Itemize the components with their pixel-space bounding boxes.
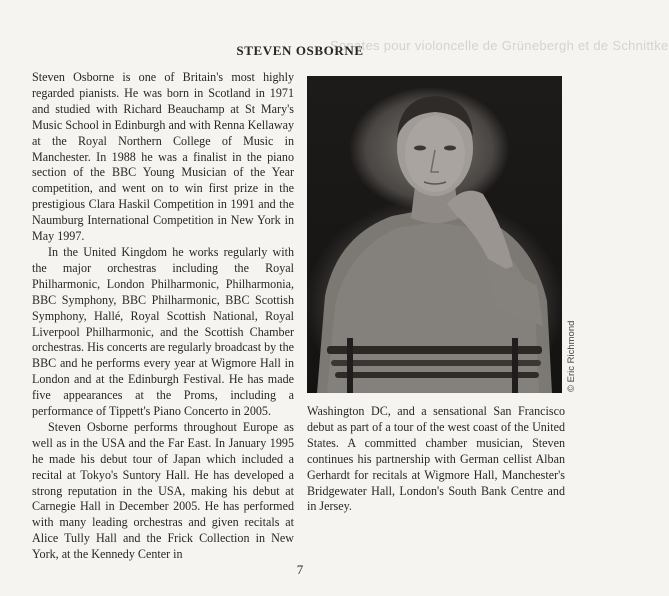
- right-column: [307, 404, 565, 515]
- left-column: [32, 70, 294, 563]
- portrait-photo: [307, 76, 562, 393]
- page-number: 7: [296, 562, 304, 577]
- page-title: STEVEN OSBORNE: [236, 43, 364, 58]
- biography-paragraph-2: In the United Kingdom he works regularly with the major orchestras including the Royal Philharmonic, London Philharmonic, Philharmonia, BBC Symphony, BBC Philharmonic, BBC Scottish Symphony, Hallé, Royal Scottish National, Royal Liverpool Philharmonic, and the Scottish Chamber orchestras. His concerts are regularly broadcast by the BBC and he performs every year at Wigmore Hall in London and at the Edinburgh Festival. He has made five appearances at the Proms, including a performance of Tippett's Piano Concerto in 2005.: [32, 244, 294, 419]
- photo-credit: © Eric Richmond: [566, 320, 577, 392]
- biography-paragraph-continued: Washington DC, and a sensational San Francisco debut as part of a tour of the west coast of the United States. A committed chamber musician, Steven continues his partnership with German cellist Alban Gerhardt for recitals at Wigmore Hall, Manchester's Bridgewater Hall, London's South Bank Centre and in Jersey.: [307, 404, 565, 514]
- biography-paragraph-1: Steven Osborne is one of Britain's most highly regarded pianists. He was born in Scotland in 1971 and studied with Richard Beauchamp at St Mary's Music School in Edinburgh and with Renna Kellaway at the Royal Northern College of Music in Manchester. In 1988 he was a finalist in the piano section of the BBC Young Musician of the Year competition, and went on to win first prize in the prestigious Clara Haskil Competition in 1991 and the Naumburg International Competition in New York in May 1997.: [32, 70, 294, 244]
- biography-paragraph-3: Steven Osborne performs throughout Europe as well as in the USA and the Far East. In January 1995 he made his debut tour of Japan which included a recital at Tokyo's Suntory Hall. He has developed a strong reputation in the USA, making his debut at Carnegie Hall in December 2005. He has performed with many leading orchestras and given recitals at Alice Tully Hall and the Frick Collection in New York, at the Kennedy Center in: [32, 419, 294, 562]
- portrait-illustration: [307, 76, 562, 393]
- bleed-through-text: Sonates pour violoncelle de Grünebergh et de Schnittke: [330, 38, 669, 53]
